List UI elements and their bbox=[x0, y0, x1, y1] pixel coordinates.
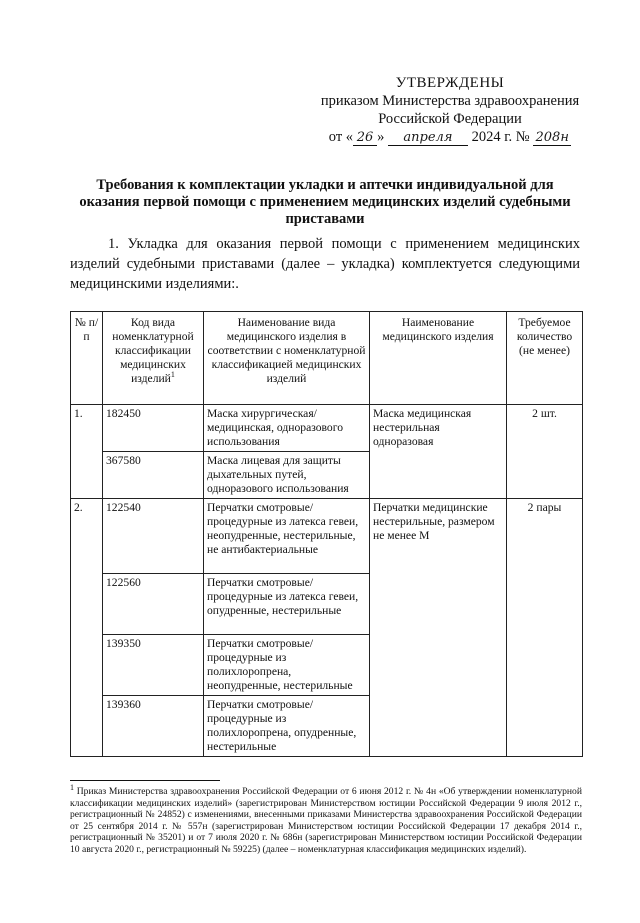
row-code: 122540 bbox=[103, 499, 204, 574]
intro-paragraph: 1. Укладка для оказания первой помощи с применением медицинских изделий судебными приставами (далее – укладка) комплектуется следующими медицинскими изделиями:. bbox=[70, 236, 580, 292]
row-code: 182450 bbox=[103, 405, 204, 452]
approval-line-2: Российской Федерации bbox=[378, 111, 522, 127]
row-num: 1. bbox=[71, 405, 103, 499]
year-text: 2024 г. № bbox=[471, 129, 530, 145]
handwritten-day: 26 bbox=[353, 131, 377, 146]
approval-title: УТВЕРЖДЕНЫ bbox=[395, 75, 505, 91]
requirements-table bbox=[70, 311, 583, 757]
row-type-name: Перчатки смотровые/ процедурные из полихлоропрена, неопудренные, нестерильные bbox=[204, 635, 370, 696]
row-code: 122560 bbox=[103, 574, 204, 635]
header-num: № п/п bbox=[71, 312, 103, 405]
footnote-mark: 1 bbox=[70, 782, 74, 792]
handwritten-month: апреля bbox=[388, 131, 468, 146]
row-num: 2. bbox=[71, 499, 103, 757]
footnote-separator bbox=[70, 780, 220, 781]
header-qty: Требуемое количество (не менее) bbox=[507, 312, 583, 405]
header-code-text: Код вида номенклатурной классификации медицинских изделий bbox=[112, 316, 194, 385]
footnote bbox=[70, 782, 582, 856]
header-device-name: Наименование медицинского изделия bbox=[370, 312, 507, 405]
date-mid: » bbox=[377, 129, 385, 145]
document-title: Требования к комплектации укладки и аптечки индивидуальной для оказания первой помощи с применением медицинских изделий судебными приставами bbox=[79, 177, 571, 227]
row-qty: 2 пары bbox=[507, 499, 583, 757]
footnote-text: Приказ Министерства здравоохранения Российской Федерации от 6 июня 2012 г. № 4н «Об утверждении номенклатурной классификации медицинских изделий» (зарегистрирован Министерством юстиции Российской Федерации 9 июля 2012 г., регистрационный № 24852) с изменениями, внесенными приказами Министерства здравоохранения Российской Федерации от 25 сентября 2014 г. № 557н (зарегистрирован Министерством юстиции Российской Федерации 17 декабря 2014 г., регистрационный № 35201) и от 7 июля 2020 г. № 686н (зарегистрирован Министерством юстиции Российской Федерации 10 августа 2020 г., регистрационный № 59225) (далее – номенклатурная классификация медицинских изделий). bbox=[70, 786, 582, 855]
date-prefix: от « bbox=[328, 129, 354, 145]
row-device-name: Маска медицинская нестерильная одноразовая bbox=[370, 405, 507, 499]
row-type-name: Перчатки смотровые/ процедурные из латекса гевеи, опудренные, нестерильные bbox=[204, 574, 370, 635]
header-code bbox=[103, 312, 204, 405]
row-type-name: Маска лицевая для защиты дыхательных путей, одноразового использования bbox=[204, 452, 370, 499]
row-type-name: Маска хирургическая/ медицинская, одноразового использования bbox=[204, 405, 370, 452]
row-code: 367580 bbox=[103, 452, 204, 499]
row-type-name: Перчатки смотровые/ процедурные из латекса гевеи, неопудренные, нестерильные, не антибактериальные bbox=[204, 499, 370, 574]
table-header-row bbox=[71, 312, 583, 405]
handwritten-order-number: 208н bbox=[533, 131, 571, 146]
row-code: 139350 bbox=[103, 635, 204, 696]
table-row bbox=[71, 405, 583, 452]
header-type-name: Наименование вида медицинского изделия в соответствии с номенклатурной классификацией медицинских изделий bbox=[204, 312, 370, 405]
table-row bbox=[71, 499, 583, 574]
approval-date-line bbox=[300, 128, 600, 146]
row-device-name: Перчатки медицинские нестерильные, размером не менее М bbox=[370, 499, 507, 757]
approval-line-1: приказом Министерства здравоохранения bbox=[320, 93, 580, 109]
approval-block bbox=[300, 74, 600, 146]
row-code: 139360 bbox=[103, 696, 204, 757]
footnote-ref: 1 bbox=[170, 370, 175, 380]
row-type-name: Перчатки смотровые/ процедурные из полихлоропрена, опудренные, нестерильные bbox=[204, 696, 370, 757]
row-qty: 2 шт. bbox=[507, 405, 583, 499]
